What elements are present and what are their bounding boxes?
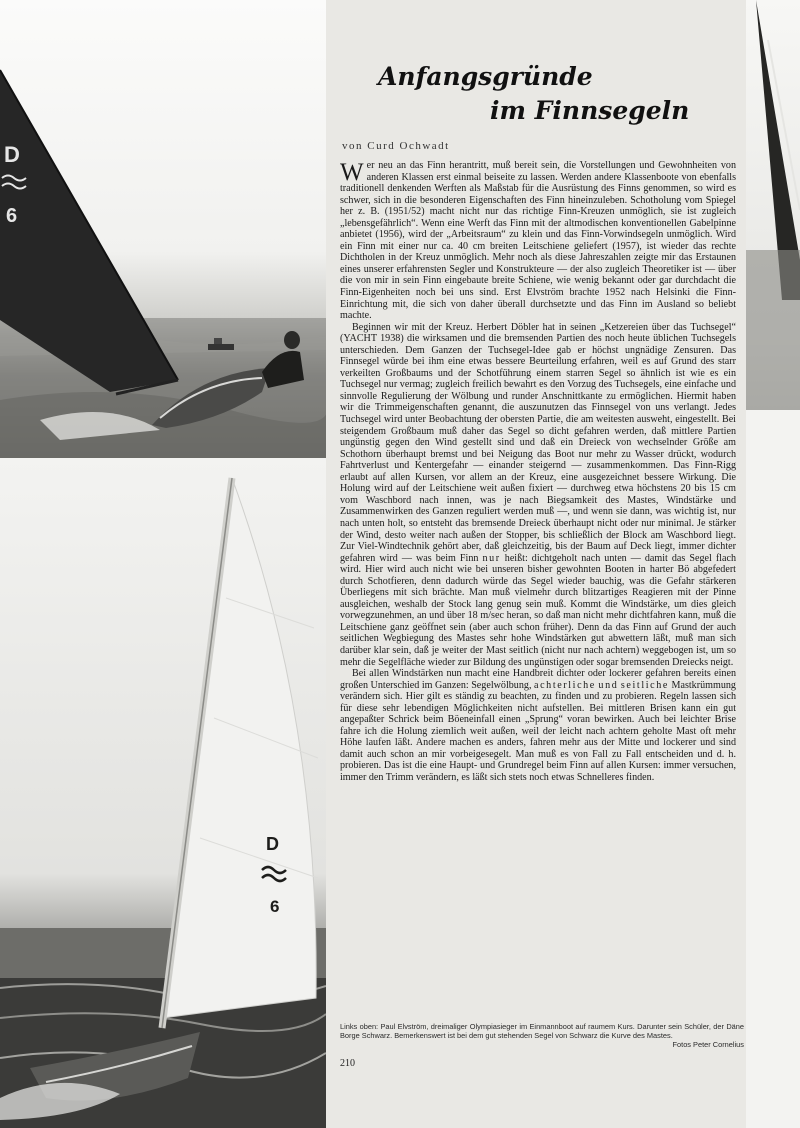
sail-letter-d: D bbox=[4, 142, 20, 167]
paragraph-3-text-start: Bei allen Windstärken nun macht eine Handbreit dichter oder lockerer gefahren bereits einen großen Unterschied im Ganzen: Segelwölbung, bbox=[340, 668, 736, 691]
photo-credit: Fotos Peter Cornelius bbox=[672, 1040, 744, 1050]
paragraph-2-text: Beginnen wir mit der Kreuz. Herbert Döbler hat in seinen „Ketzereien über das Tuchsegel“ (YACHT 1938) die wirksamen und die bremsenden Partien des noch heute üblichen Tuchsegels unterschieden. Dem Ganzen der Tuchsegel-Idee gab er höchst ungnädige Zensuren. Das Finnsegel würde bei ihm eine etwas bessere Beurteilung erfahren, weil es auf Grund des starr verkeilten Großbaums und der Schotführung einem starren Segel so ähnlich ist wie es ein Tuchsegel nur vermag; zugleich freilich bewahrt es den Vorzug des Tuchsegels, eine einfache und sinnvolle Regulierung der Wölbung und runder Anschnittkante zu ermöglichen. Hiermit haben wir die Trimmeigenschaften genannt, die auszunutzen das Finnsegel von uns verlangt. Jedes Tuchsegel wird unter Beobachtung der obersten Partie, die am weitesten ausweht, eingestellt. Bei steigendem Großbaum muß daher das Segel so dicht gefahren werden, daß mittlere Partien ungünstig gegen den Wind gestellt sind und daß ein Dreieck von wechselnder Größe am Schothorn überhaupt bremst und bei Neigung das Boot nur mehr zu Wasser drückt, wodurch Fahrtverlust und Kentergefahr — einander steigernd — zusammenkommen. Das Finn-Rigg erlaubt auf allen Kursen, vor allem an der Kreuz, eine ausgezeichnet bessere Wirkung. Die Holung wird auf der Leitschiene weit außen fixiert — durchweg etwa höchstens 20 bis 15 cm vom Waschbord nach innen, was je nach Biegsamkeit des Mastes, Windstärke und Zusammenwirken des Ganzen reguliert werden muß —, und wenn sie dann, was wichtig ist, nur nach unten holt, so entsteht das bremsende Dreieck überhaupt nicht oder nur minimal. Je stärker der Wind, desto weiter nach außen der Stopper, bis schließlich der Block am Waschbord liegt. Zur Viel-Windtechnik gehört aber, daß gleichzeitig, bis der Baum auf Deck liegt, immer dichter gefahren wird — was beim Finn bbox=[340, 321, 736, 564]
page-number: 210 bbox=[340, 1058, 355, 1069]
caption-text: Links oben: Paul Elvström, dreimaliger Olympiasieger im Einmannboot auf raumem Kurs. Darunter sein Schüler, der Däne Borge Schwarz. Bemerkenswert ist bei dem gut stehenden Segel von Schwarz die Kurve des Mastes. bbox=[340, 1022, 744, 1041]
article-title-line-1: Anfangsgründe bbox=[378, 62, 593, 91]
paragraph-1-text: er neu an das Finn herantritt, muß bereit sein, die Vorstellungen und Gewohnheiten von anderen Klassen erst einmal beiseite zu lassen. Werden andere Klassenboote von ebenfalls traditionell denkenden Werften als Maßstab für die Ausrüstung des Finns genommen, so wird es schwer, sich in die besonderen Eigenschaften des Finn hineinzuleben. Schotholung vom Spiegel her z. B. (1951/52) macht nicht nur das richtige Finn-Kreuzen unmöglich, sie ist zugleich „lebensgefährlich“. Wenn eine Werft das Finn mit der altmodischen konventionellen Gabelpinne anbietet (1956), wird der „Arbeitsraum“ zu klein und das Finn-Vorwindsegeln unmöglich. Wird ein Finn mit einer nur ca. 40 cm breiten Leitschiene geliefert (1957), ist wieder das rechte Dichtholen in der Kreuz unmöglich. Mehr noch als diese Jahreszahlen zeigte mir das Erstaunen eines unserer erfahrensten Segler und Konstrukteure — der also zugleich Theoretiker ist — über die von mir in sein Finn eingebaute breite Schiene, wie wenig bekannt oder gar durchdacht die Finn-Eigenheiten noch bei uns sind. Erst Elvström brachte 1952 nach Helsinki die Finn-Einrichtung mit, die sich von daher überall durchsetzte und das Finn im Ausland so beliebt machte. bbox=[340, 160, 736, 322]
paragraph-3-emphasis-2: seitliche bbox=[620, 679, 669, 691]
byline: von Curd Ochwadt bbox=[342, 140, 450, 152]
photo-caption bbox=[340, 1022, 744, 1050]
drop-cap: W bbox=[340, 159, 364, 186]
paragraph-3-und: und bbox=[598, 679, 619, 691]
paragraph-2-emphasis: nur bbox=[482, 552, 501, 564]
article-title bbox=[340, 60, 736, 128]
photo-elvstrom-reaching bbox=[0, 0, 326, 458]
photo-schwarz-beating bbox=[0, 458, 326, 1128]
article-title-line-2: im Finnsegeln bbox=[490, 96, 690, 125]
paragraph-1 bbox=[340, 160, 736, 322]
article-body bbox=[340, 160, 736, 784]
paragraph-3 bbox=[340, 668, 736, 783]
sail-number-6: 6 bbox=[270, 897, 280, 916]
photo-strip-right bbox=[746, 0, 800, 1128]
paragraph-3-emphasis-1: achterliche bbox=[534, 679, 596, 691]
paragraph-2-text-end: heißt: dichtgeholt nach unten — damit das Segel flach wird. Hier wird auch nicht wie bei unseren bisher gewohnten Booten in harter Bö abgefedert durch Schotfieren, denn dadurch würde das Segel wieder bauchig, was die Gefahr stärkeren Überliegens mit sich brächte. Man muß vielmehr durch blitzartiges Reagieren mit der Pinne ausgleichen, weshalb der Stock lang genug sein muß. Kommt die Windstärke, um dies gleich vorwegzunehmen, an und über 18 m/sec heran, so daß man nicht mehr dichtfahren kann, muß die Leitschiene ganz geöffnet sein (aber auch schon früher). Denn da das Finn auf Grund der auch seitlichen Wegbiegung des Mastes sehr hohe Windstärken gut abwettern läßt, muß man sich darüber klar sein, daß je weiter der Mast seitlich (nicht nur nach achtern) weggebogen ist, um so mehr die Segelfläche wieder zur Bildung des ungünstigen oder sogar bremsenden Dreiecks neigt. bbox=[340, 552, 736, 668]
article bbox=[340, 60, 736, 784]
paragraph-2 bbox=[340, 322, 736, 668]
paragraph-3-text-end: Mastkrümmung verändern sich. Hier gilt es ständig zu beachten, zu finden und zu probieren. Regeln lassen sich für diese sehr lebendigen Möglichkeiten nicht aufstellen. Bei mittleren Brisen kann ein gut angepaßter Schrick beim Böeneinfall einen „Sprung“ voran bewirken. Auch bei leichter Brise fahre ich die Holung ziemlich weit außen, weil der leicht nach achtern geholte Mast oft mehr Höhe laufen läßt. Andere machen es anders, fahren mehr aus der Mitte und lockerer und sind damit auch schon an mir vorbeigesegelt. Man muß es von Fall zu Fall entscheiden und d. h. probieren. Das ist die eine Haupt- und Grundregel beim Finn auf allen Kursen: immer versuchen, immer den Trimm verändern, es läßt sich stets noch etwas Schnelleres finden. bbox=[340, 679, 736, 783]
sail-letter-d: D bbox=[266, 834, 279, 854]
sail-number-6: 6 bbox=[6, 205, 18, 227]
